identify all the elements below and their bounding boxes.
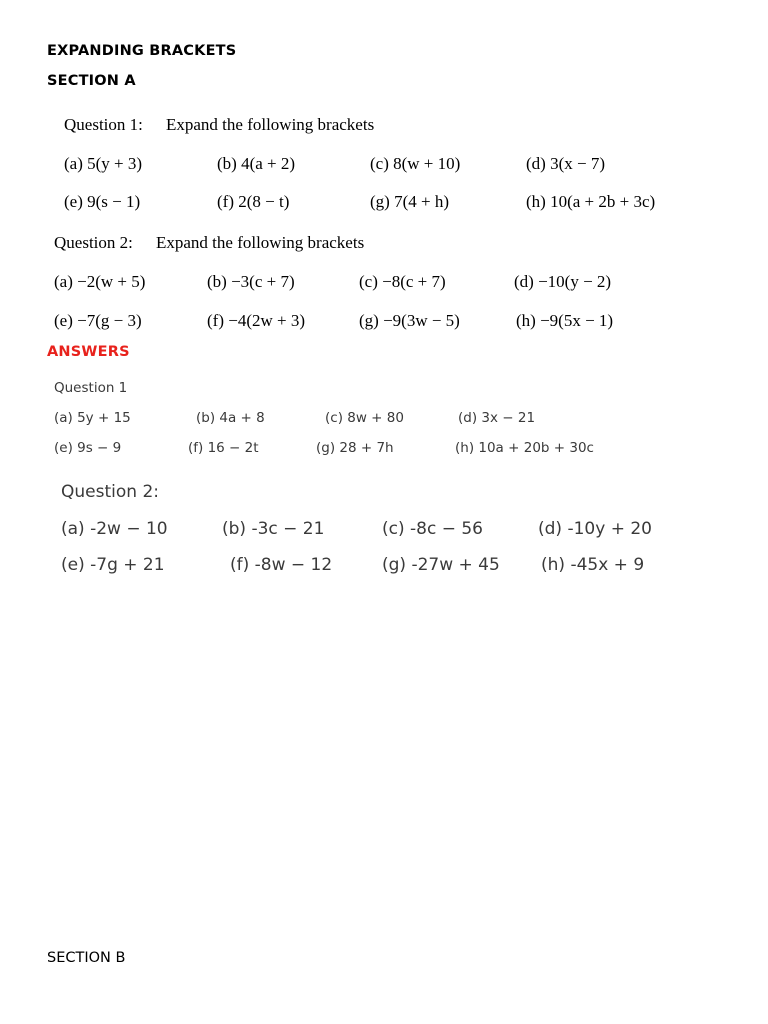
question-2-title (54, 233, 364, 253)
question-1-item-f: (f) 2(8 − t) (217, 192, 290, 211)
document-title: EXPANDING BRACKETS (47, 43, 237, 59)
question-2-item-c: (c) −8(c + 7) (359, 272, 446, 291)
answer-1-item-b: (b) 4a + 8 (196, 410, 265, 426)
question-2-item-e: (e) −7(g − 3) (54, 311, 142, 330)
answer-1-item-h: (h) 10a + 20b + 30c (455, 440, 594, 456)
answer-1-item-a: (a) 5y + 15 (54, 410, 131, 426)
question-2-label: Question 2: (54, 233, 133, 252)
question-2-item-h: (h) −9(5x − 1) (516, 311, 614, 330)
answer-2-item-c: (c) -8c − 56 (382, 519, 483, 539)
answer-1-item-g: (g) 28 + 7h (316, 440, 394, 456)
answer-2-item-g: (g) -27w + 45 (382, 555, 500, 575)
question-2-item-a: (a) −2(w + 5) (54, 272, 146, 291)
question-1-item-e: (e) 9(s − 1) (64, 192, 141, 211)
question-1-label: Question 1: (64, 115, 143, 134)
answer-2-item-a: (a) -2w − 10 (61, 519, 168, 539)
question-1-item-d: (d) 3(x − 7) (526, 154, 605, 173)
question-2-instruction: Expand the following brackets (156, 233, 365, 252)
question-1-item-a: (a) 5(y + 3) (64, 154, 143, 173)
answers-heading: ANSWERS (47, 344, 130, 360)
answer-2-item-d: (d) -10y + 20 (538, 519, 652, 539)
answer-2-item-e: (e) -7g + 21 (61, 555, 165, 575)
question-1-title (64, 115, 374, 135)
question-2-item-d: (d) −10(y − 2) (514, 272, 612, 291)
section-a-heading: SECTION A (47, 73, 136, 89)
answers-question-2-label: Question 2: (61, 482, 159, 502)
answer-1-item-c: (c) 8w + 80 (325, 410, 404, 426)
answer-1-item-d: (d) 3x − 21 (458, 410, 536, 426)
question-1-item-h: (h) 10(a + 2b + 3c) (526, 192, 656, 211)
answer-2-item-b: (b) -3c − 21 (222, 519, 325, 539)
question-1-item-b: (b) 4(a + 2) (217, 154, 296, 173)
question-1-item-c: (c) 8(w + 10) (370, 154, 461, 173)
answer-1-item-e: (e) 9s − 9 (54, 440, 122, 456)
question-2-item-f: (f) −4(2w + 3) (207, 311, 306, 330)
question-2-item-g: (g) −9(3w − 5) (359, 311, 460, 330)
answer-2-item-h: (h) -45x + 9 (541, 555, 645, 575)
question-1-instruction: Expand the following brackets (166, 115, 375, 134)
question-2-item-b: (b) −3(c + 7) (207, 272, 295, 291)
section-b-heading: SECTION B (47, 950, 126, 966)
question-1-item-g: (g) 7(4 + h) (370, 192, 449, 211)
answer-2-item-f: (f) -8w − 12 (230, 555, 333, 575)
answer-1-item-f: (f) 16 − 2t (188, 440, 259, 456)
answers-question-1-label: Question 1 (54, 380, 128, 396)
